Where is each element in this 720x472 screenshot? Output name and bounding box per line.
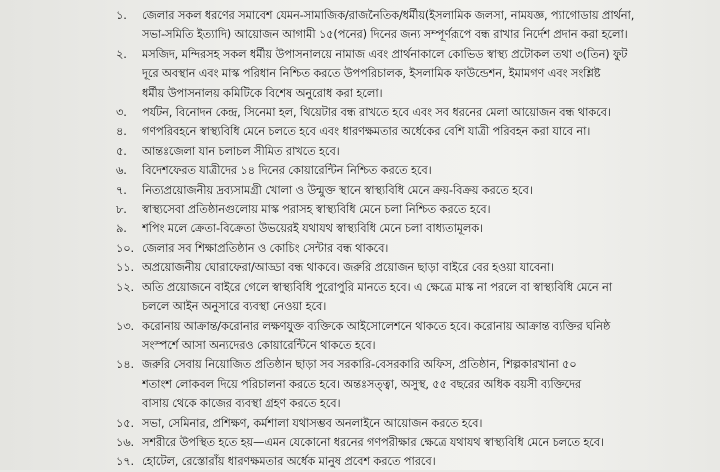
directive-number: ৫. <box>116 143 127 158</box>
directive-number: ৭. <box>116 182 127 197</box>
directive-number: ১৩. <box>116 318 134 333</box>
directive-item <box>116 433 712 452</box>
directive-text-line: সংস্পর্শে আসা অন্যদেরও কোয়ারেন্টিনে থাকতে হবে। <box>142 337 376 352</box>
directive-text <box>142 239 712 258</box>
directive-text <box>142 433 712 452</box>
directive-item <box>116 278 712 317</box>
directive-number: ৬. <box>116 163 127 178</box>
directive-text-line: নিত্যপ্রয়োজনীয় দ্রব্যসামগ্রী খোলা ও উন্মুক্ত স্থানে স্বাস্থ্যবিধি মেনে ক্রয়-বিক্রয় করতে হবে। <box>142 182 533 197</box>
directive-text-line: স্বাস্থ্যসেবা প্রতিষ্ঠানগুলোয় মাস্ক পরাসহ স্বাস্থ্যবিধি মেনে চলা নিশ্চিত করতে হবে। <box>142 202 491 217</box>
directive-text-line: পর্যটন, বিনোদন কেন্দ্র, সিনেমা হল, থিয়েটার বন্ধ রাখতে হবে এবং সব ধরনের মেলা আয়োজন বন্ধ থাকবে। <box>142 105 611 120</box>
directive-item <box>116 103 712 122</box>
directive-text-line: সভা, সেমিনার, প্রশিক্ষণ, কর্মশালা যথাসম্ভব অনলাইনে আয়োজন করতে হবে। <box>142 415 483 430</box>
directive-text-line: চললে আইন অনুসারে ব্যবস্থা নেওয়া হবে। <box>142 299 327 314</box>
directive-text <box>142 45 712 103</box>
directive-number: ১০. <box>116 240 134 255</box>
directive-text <box>142 355 712 413</box>
directive-text-line: করোনায় আক্রান্ত/করোনার লক্ষণযুক্ত ব্যক্তিকে আইসোলেশনে থাকতে হবে। করোনায় আক্রান্ত ব্যক্তির ঘনিষ্ঠ <box>142 318 611 333</box>
directive-text <box>142 103 712 122</box>
directive-text-line: অপ্রয়োজনীয় ঘোরাফেরা/আড্ডা বন্ধ থাকবে। জরুরি প্রয়োজন ছাড়া বাইরে বের হওয়া যাবেনা। <box>142 260 554 275</box>
directive-item <box>116 161 712 180</box>
directive-text <box>142 181 712 200</box>
directive-number: ৮. <box>116 202 127 217</box>
directive-text <box>142 317 712 356</box>
directive-text <box>142 219 712 238</box>
directive-item <box>116 452 712 471</box>
directive-item <box>116 219 712 238</box>
directive-text-line: হোটেল, রেস্তোরাঁয় ধারণক্ষমতার অর্ধেক মানুষ প্রবেশ করতে পারবে। <box>142 454 436 469</box>
directive-item <box>116 181 712 200</box>
directive-text-line: আন্তঃজেলা যান চলাচল সীমিত রাখতে হবে। <box>142 143 340 158</box>
directive-text-line: সভা-সমিতি ইত্যাদি) আয়োজন আগামী ১৫(পনের) দিনের জন্য সম্পূর্ণরূপে বন্ধ রাখার নির্দেশ প্রদান করা হলো। <box>142 27 628 42</box>
directive-number: ১৭. <box>116 454 134 469</box>
directive-item <box>116 6 712 45</box>
directive-item <box>116 122 712 141</box>
directive-text-line: জেলার সকল ধরণের সমাবেশ যেমন-সামাজিক/রাজনৈতিক/ধর্মীয়(ইসলামিক জলসা, নামযজ্ঞ, প্যাগোডায় প্রার্থনা, <box>142 8 635 22</box>
directive-text-line: বাসায় থেকে কাজের ব্যবস্থা গ্রহণ করতে হবে। <box>142 396 341 411</box>
directive-text <box>142 258 712 277</box>
directive-number: ২. <box>116 46 127 61</box>
directive-text-line: বিদেশফেরত যাত্রীদের ১৪ দিনের কোয়ারেন্টিন নিশ্চিত করতে হবে। <box>142 163 432 178</box>
directive-text-line: জেলার সব শিক্ষাপ্রতিষ্ঠান ও কোচিং সেন্টার বন্ধ থাকবে। <box>142 240 389 255</box>
directive-text <box>142 161 712 180</box>
directive-text <box>142 414 712 433</box>
directive-number: ১২. <box>116 279 134 294</box>
directive-number: ৩. <box>116 105 127 120</box>
directive-text <box>142 278 712 317</box>
directive-text <box>142 122 712 141</box>
directive-text <box>142 200 712 219</box>
directive-text-line: গণপরিবহনে স্বাস্থ্যবিধি মেনে চলতে হবে এবং ধারণক্ষমতার অর্ধেকের বেশি যাত্রী পরিবহন করা যাবে না। <box>142 124 591 139</box>
directive-item <box>116 45 712 103</box>
directive-number: ১. <box>116 8 127 22</box>
directive-item <box>116 414 712 433</box>
directive-text-line: ধর্মীয় উপাসনালয় কমিটিকে বিশেষ অনুরোধ করা হলো। <box>142 85 383 100</box>
directive-number: ১৫. <box>116 415 134 430</box>
directive-text-line: দূরে অবস্থান এবং মাস্ক পরিধান নিশ্চিত করতে উপপরিচালক, ইসলামিক ফাউন্ডেশন, ইমামগণ এবং সংশ্লিষ্ট <box>142 66 601 81</box>
directive-text-line: জরুরি সেবায় নিয়োজিত প্রতিষ্ঠান ছাড়া সব সরকারি-বেসরকারি অফিস, প্রতিষ্ঠান, শিল্পকারখানা ৫০ <box>142 357 577 372</box>
directive-item <box>116 200 712 219</box>
directive-item <box>116 355 712 413</box>
directive-text-line: শতাংশ লোকবল দিয়ে পরিচালনা করতে হবে। অন্তঃসত্ত্বা, অসুস্থ, ৫৫ বছরের অধিক বয়সী ব্যক্তিদের <box>142 376 582 391</box>
directive-text-line: সশরীরে উপস্থিত হতে হয়—এমন যেকোনো ধরনের গণপরীক্ষার ক্ষেত্রে যথাযথ স্বাস্থ্যবিধি মেনে চলতে হবে। <box>142 434 604 449</box>
directive-item <box>116 258 712 277</box>
directive-item <box>116 317 712 356</box>
directive-text-line: শপিং মলে ক্রেতা-বিক্রেতা উভয়েরই যথাযথ স্বাস্থ্যবিধি মেনে চলা বাধ্যতামূলক। <box>142 221 483 236</box>
directive-text <box>142 142 712 161</box>
directive-number: ১৪. <box>116 357 134 372</box>
directive-text <box>142 6 712 45</box>
directive-item <box>116 142 712 161</box>
directive-text-line: অতি প্রয়োজনে বাইরে গেলে স্বাস্থ্যবিধি পুরোপুরি মানতে হবে। এ ক্ষেত্রে মাস্ক না পরলে বা স্বাস্থ্যবিধি মেনে না <box>142 279 612 294</box>
directive-list <box>116 6 712 472</box>
directive-text-line: মসজিদ, মন্দিরসহ সকল ধর্মীয় উপাসনালয়ে নামাজ এবং প্রার্থনাকালে কোভিড স্বাস্থ্য প্রটোকল তথা ৩(তিন) ফুট <box>142 46 628 61</box>
directive-text <box>142 452 712 471</box>
directive-item <box>116 239 712 258</box>
directive-number: ১৬. <box>116 434 134 449</box>
directive-number: ৯. <box>116 221 127 236</box>
directive-number: ৪. <box>116 124 127 139</box>
directive-number: ১১. <box>116 260 134 275</box>
